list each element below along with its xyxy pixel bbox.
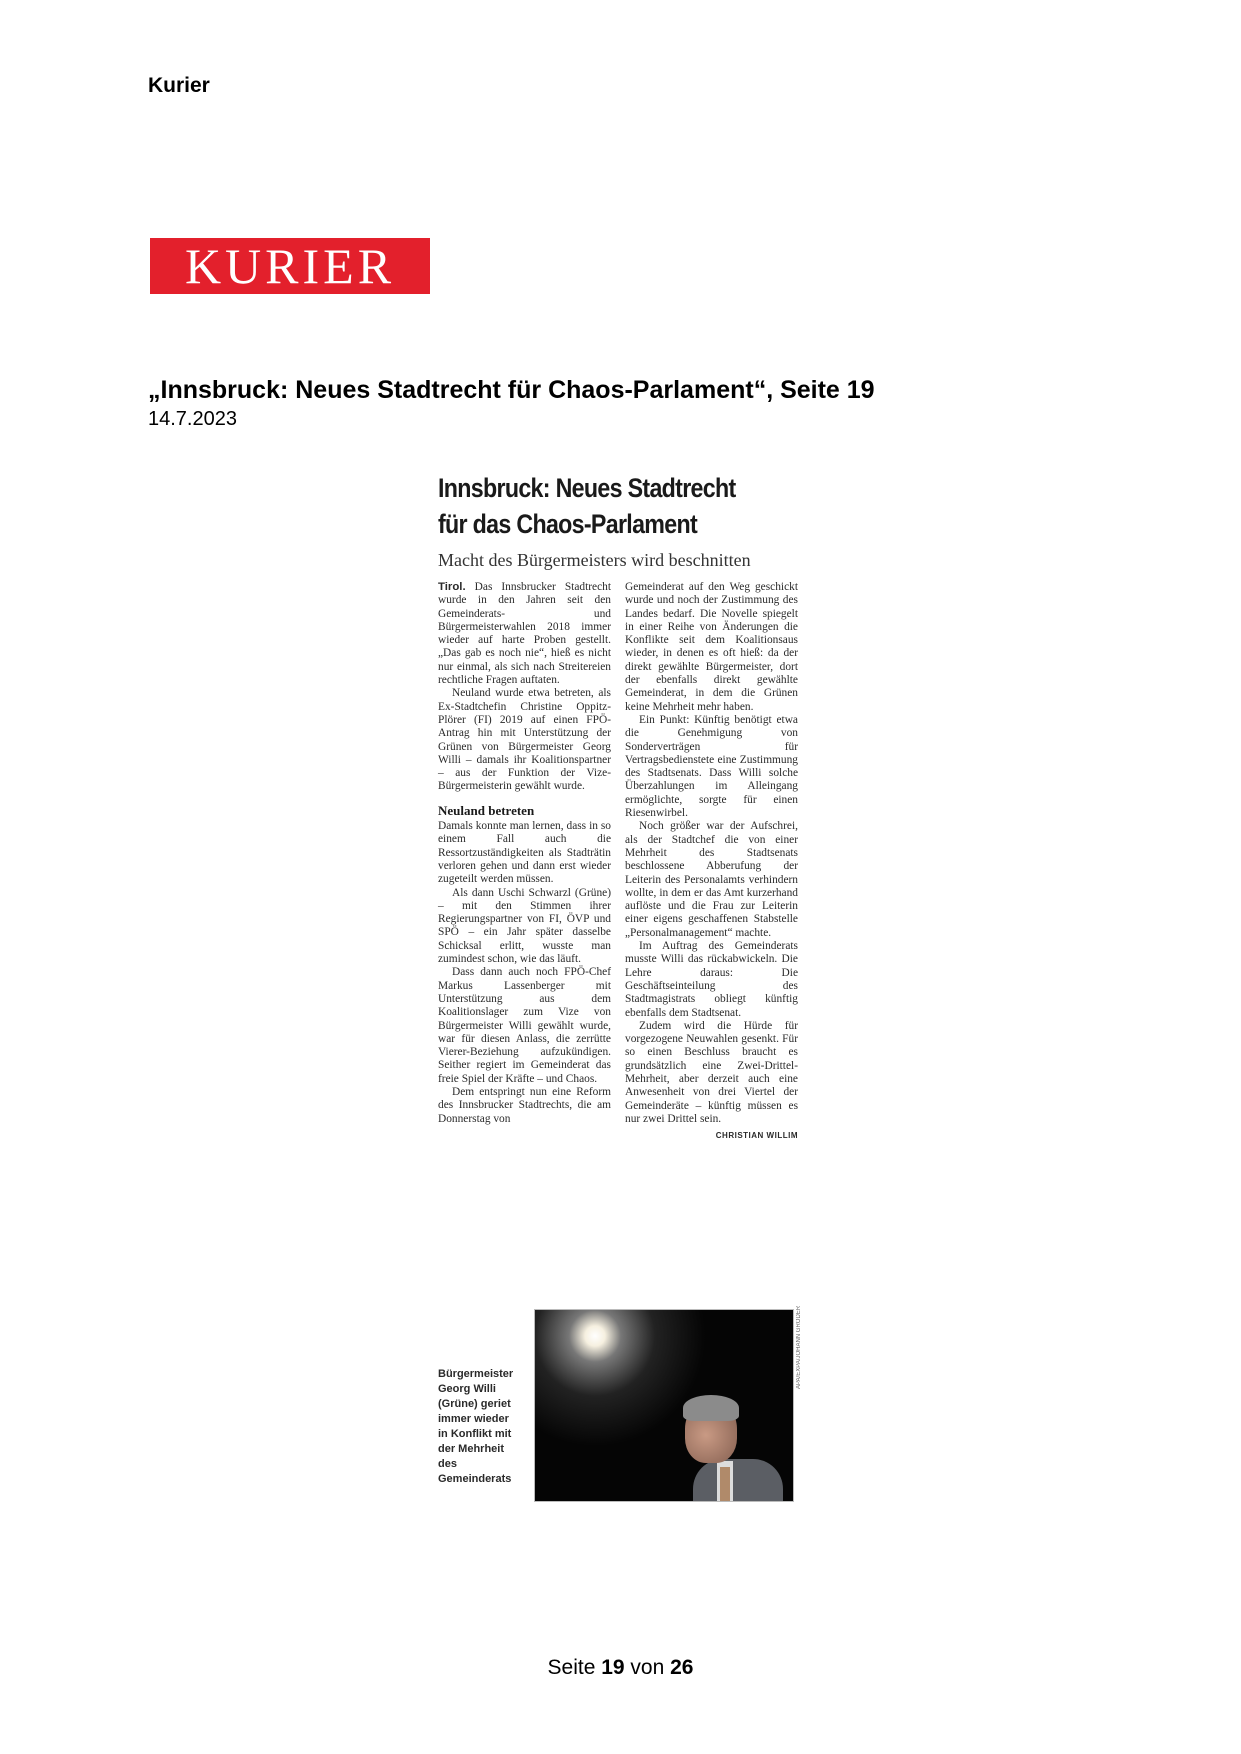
footer-prefix: Seite xyxy=(547,1656,602,1679)
photo-block xyxy=(438,1305,808,1505)
paragraph: Noch größer war der Aufschrei, als der Stadtchef die von einer Mehrheit des Stadtsenats beschlossene Abberufung der Leiterin des Personalamts verhindern wollte, in dem er das Amt kurzerhand auflöste und die Frau zur Leiterin einer eigens geschaffenen Stabstelle „Personalmanagement“ machte. xyxy=(625,820,798,939)
paragraph: Als dann Uschi Schwarzl (Grüne) – mit den Stimmen ihrer Regierungspartner von FI, ÖVP und SPÖ – ein Jahr später dasselbe Schicksal erlitt, wusste man zumindest schon, wie das läuft. xyxy=(438,886,611,966)
article-column-2 xyxy=(625,581,798,1142)
logo-text: KURIER xyxy=(184,238,396,294)
suit-shape xyxy=(693,1459,783,1502)
article-headline-line2: für das Chaos-Parlament xyxy=(438,509,698,539)
paragraph: Neuland wurde etwa betreten, als Ex-Stadtchefin Christine Oppitz-Plörer (FI) 2019 auf einen FPÖ-Antrag hin mit Unterstützung der Grünen von Bürgermeister Georg Willi – damals ihr Koalitionspartner – aus der Funktion der Vize-Bürgermeisterin gewählt wurde. xyxy=(438,687,611,793)
article-headline-line1: Innsbruck: Neues Stadtrecht xyxy=(438,473,736,503)
paragraph: Ein Punkt: Künftig benötigt etwa die Genehmigung von Sonderverträgen für Vertragsbedienstete eine Zustimmung des Stadtsenats. Dass Willi solche Überzahlungen im Alleingang ermöglichte, sorgte für einen Riesenwirbel. xyxy=(625,713,798,820)
paragraph: Dass dann auch noch FPÖ-Chef Markus Lassenberger mit Unterstützung aus dem Koalitionslager zum Vize von Bürgermeister Willi gewählt wurde, war für diesen Anlass, die zerrütte Vierer-Beziehung aufzukündigen. Seither regiert im Gemeinderat das freie Spiel der Kräfte – und Chaos. xyxy=(438,966,611,1085)
paragraph: Im Auftrag des Gemeinderats musste Willi das rückabwickeln. Die Lehre daraus: Die Geschäftseinteilung des Stadtmagistrats obliegt künftig ebenfalls dem Stadtsenat. xyxy=(625,940,798,1019)
tie-shape xyxy=(720,1467,730,1502)
page-footer xyxy=(0,1656,1241,1680)
hair-shape xyxy=(683,1395,739,1421)
kurier-logo xyxy=(150,238,430,294)
section-subheading: Neuland betreten xyxy=(438,802,535,818)
article-column-1 xyxy=(438,581,611,1142)
person-figure xyxy=(665,1391,775,1502)
footer-mid: von xyxy=(624,1656,671,1679)
paragraph: Damals konnte man lernen, dass in so einem Fall auch die Ressortzuständigkeiten als Stadträtin verloren gehen und dann erst wieder zugeteilt werden müssen. xyxy=(438,820,611,886)
document-date: 14.7.2023 xyxy=(148,408,237,430)
photo-caption: Bürgermeister Georg Willi (Grüne) geriet immer wieder in Konflikt mit der Mehrheit des Gemeinderats xyxy=(438,1368,514,1485)
dateline: Tirol. xyxy=(438,581,466,593)
paragraph: Dem entspringt nun eine Reform des Innsbrucker Stadtrechts, die am Donnerstag von xyxy=(438,1085,611,1125)
photo-credit: APA/EXPA/JOHANN GRODER xyxy=(796,1305,802,1389)
document-title: „Innsbruck: Neues Stadtrecht für Chaos-Parlament“, Seite 19 xyxy=(148,376,875,404)
source-label: Kurier xyxy=(148,74,210,97)
current-page: 19 xyxy=(601,1656,625,1679)
photo-georg-willi xyxy=(534,1309,794,1502)
article-subheadline: Macht des Bürgermeisters wird beschnitten xyxy=(438,550,751,570)
newspaper-clipping xyxy=(438,470,798,1142)
author-byline: CHRISTIAN WILLIM xyxy=(715,1131,798,1141)
article-body xyxy=(438,581,798,1142)
paragraph-text: Das Innsbrucker Stadtrecht wurde in den Jahren seit den Gemeinderats- und Bürgermeisterwahlen 2018 immer wieder auf harte Proben gestellt. „Das gab es noch nie“, hieß es nicht nur einmal, als sich nach Streitereien rechtliche Fragen auftaten. xyxy=(438,581,611,687)
paragraph: Zudem wird die Hürde für vorgezogene Neuwahlen gesenkt. Für so einen Beschluss braucht es grundsätzlich eine Zwei-Drittel-Mehrheit, aber derzeit auch eine Anwesenheit von drei Viertel der Gemeinderäte – künftig müssen es nur zwei Drittel sein. xyxy=(625,1019,798,1125)
paragraph xyxy=(438,581,611,687)
total-pages: 26 xyxy=(670,1656,694,1679)
paragraph: Gemeinderat auf den Weg geschickt wurde und noch der Zustimmung des Landes bedarf. Die Novelle spiegelt in einer Reihe von Änderungen die Konflikte seit dem Koalitionsaus wieder, in denen es oft hieß: da der direkt gewählte Bürgermeister, dort der ebenfalls direkt gewählte Gemeinderat, in dem die Grünen keine Mehrheit mehr haben. xyxy=(625,581,798,713)
